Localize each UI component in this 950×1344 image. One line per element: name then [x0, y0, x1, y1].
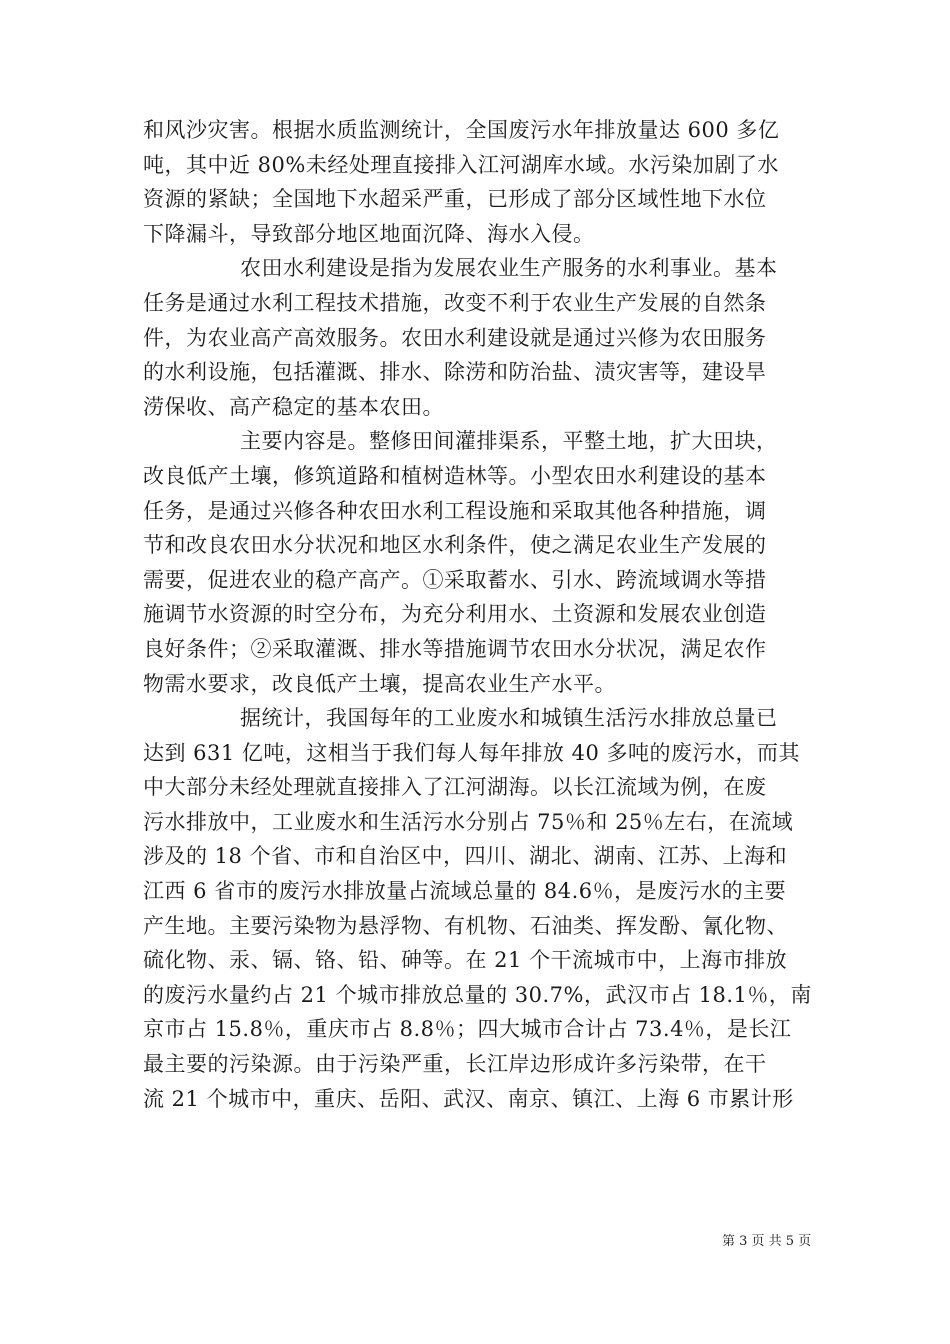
paragraph-3	[143, 424, 807, 701]
paragraph-4	[143, 701, 812, 1116]
text-line: 良好条件；②采取灌溉、排水等措施调节农田水分状况，满足农作	[143, 636, 767, 661]
text-line: 硫化物、汞、镉、铬、铅、砷等。在 21 个干流城市中，上海市排放	[143, 948, 788, 973]
text-line: 需要，促进农业的稳产高产。①采取蓄水、引水、跨流域调水等措	[143, 567, 767, 592]
text-line: 涉及的 18 个省、市和自治区中，四川、湖北、湖南、江苏、上海和	[143, 844, 788, 869]
paragraph-1	[143, 113, 807, 251]
text-line-indented: 主要内容是。整修田间灌排渠系，平整土地，扩大田块，	[240, 429, 778, 454]
text-line: 江西 6 省市的废污水排放量占流域总量的 84.6％，是废污水的主要	[143, 879, 787, 904]
text-line: 京市占 15.8％，重庆市占 8.8％；四大城市合计占 73.4％，是长江	[143, 1017, 792, 1042]
document-body	[143, 113, 812, 1116]
text-line: 达到 631 亿吨，这相当于我们每人每年排放 40 多吨的废污水，而其	[143, 740, 801, 765]
paragraph-2	[143, 251, 807, 424]
text-line: 改良低产土壤，修筑道路和植树造林等。小型农田水利建设的基本	[143, 463, 767, 488]
text-line: 和风沙灾害。根据水质监测统计，全国废污水年排放量达 600 多亿	[143, 118, 780, 142]
text-line: 污水排放中，工业废水和生活污水分别占 75％和 25％左右，在流域	[143, 809, 794, 834]
text-line-indented: 据统计，我国每年的工业废水和城镇生活污水排放总量已	[240, 706, 778, 731]
text-line: 件，为农业高产高效服务。农田水利建设就是通过兴修为农田服务	[143, 325, 767, 350]
text-line: 下降漏斗，导致部分地区地面沉降、海水入侵。	[143, 221, 595, 246]
text-line: 吨，其中近 80%未经处理直接排入江河湖库水域。水污染加剧了水	[143, 152, 779, 177]
text-line: 任务，是通过兴修各种农田水利工程设施和采取其他各种措施，调	[143, 498, 767, 523]
text-line: 产生地。主要污染物为悬浮物、有机物、石油类、挥发酚、氰化物、	[143, 913, 788, 938]
text-line: 流 21 个城市中，重庆、岳阳、武汉、南京、镇江、上海 6 市累计形	[143, 1086, 794, 1111]
text-line: 涝保收、高产稳定的基本农田。	[143, 394, 444, 419]
text-line: 节和改良农田水分状况和地区水利条件，使之满足农业生产发展的	[143, 533, 767, 558]
text-line-indented: 农田水利建设是指为发展农业生产服务的水利事业。基本	[240, 256, 778, 281]
text-line: 中大部分未经处理就直接排入了江河湖海。以长江流域为例，在废	[143, 775, 767, 800]
text-line: 资源的紧缺；全国地下水超采严重，已形成了部分区域性地下水位	[143, 187, 767, 212]
text-line: 的废污水量约占 21 个城市排放总量的 30.7%，武汉市占 18.1％，南	[143, 982, 812, 1007]
text-line: 物需水要求，改良低产土壤，提高农业生产水平。	[143, 671, 616, 696]
text-line: 施调节水资源的时空分布，为充分利用水、土资源和发展农业创造	[143, 602, 767, 627]
text-line: 最主要的污染源。由于污染严重，长江岸边形成许多污染带，在干	[143, 1052, 767, 1077]
page-number-footer: 第 3 页 共 5 页	[722, 1234, 812, 1249]
text-line: 任务是通过水利工程技术措施，改变不利于农业生产发展的自然条	[143, 290, 767, 315]
text-line: 的水利设施，包括灌溉、排水、除涝和防治盐、渍灾害等，建设旱	[143, 360, 767, 385]
